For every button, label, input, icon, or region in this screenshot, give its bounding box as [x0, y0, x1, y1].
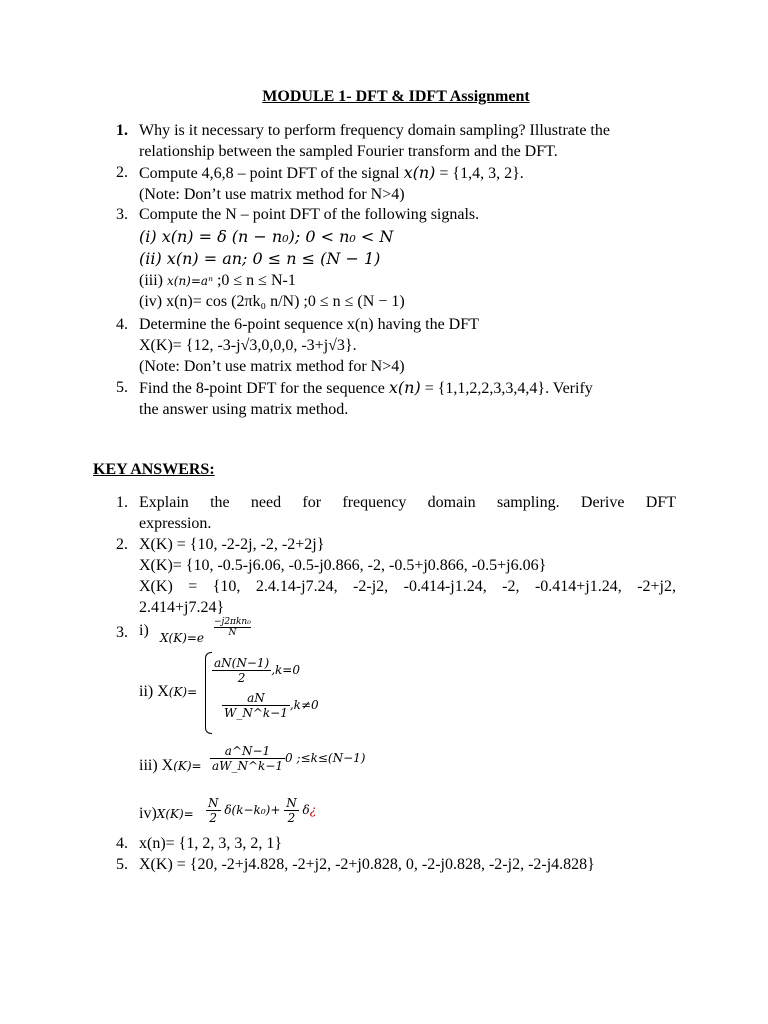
question-text: Compute the N – point DFT of the following signals.: [139, 206, 480, 223]
fraction-numerator: a^N−1: [210, 744, 285, 759]
math-expression: X(K)=e: [160, 631, 205, 645]
fraction-numerator: aN: [222, 691, 290, 706]
answer-number: 1.: [116, 494, 128, 511]
key-answers-heading: KEY ANSWERS:: [93, 461, 215, 478]
answer-text: X(K)= {10, -0.5-j6.06, -0.5-j0.866, -2, -0.5+j0.866, -0.5+j6.06}: [139, 557, 547, 574]
math-expression: (K)=: [173, 759, 202, 773]
question-number: 2.: [116, 164, 128, 181]
part-label: iv): [139, 805, 157, 822]
part-label: iii) X: [139, 757, 174, 774]
question-1: [116, 120, 676, 162]
fraction-denominator: W_N^k−1: [224, 706, 288, 720]
piecewise-case-2: [222, 691, 319, 720]
question-text: X(K)= {12, -3-j√3,0,0,0, -3+j√3}.: [139, 337, 357, 354]
piecewise-bracket: [205, 652, 212, 734]
math-expression: x(n)=aⁿ: [167, 274, 213, 288]
answer-text: X(K) = {10, -2-2j, -2, -2+2j}: [139, 536, 325, 553]
answer-text: expression.: [139, 515, 212, 532]
question-3: [116, 204, 676, 312]
part-label: ii) X: [139, 683, 169, 700]
answer-number: 5.: [116, 856, 128, 873]
question-note: (Note: Don’t use matrix method for N>4): [139, 358, 405, 375]
case-condition: ,k≠0: [289, 698, 319, 712]
question-text: relationship between the sampled Fourier transform and the DFT.: [139, 143, 558, 160]
fraction-denominator: 2: [237, 671, 246, 685]
answer-1: [116, 492, 676, 534]
question-4: [116, 314, 676, 377]
question-number: 1.: [116, 122, 128, 139]
answer-3-part-i: [139, 622, 149, 640]
math-expression: x(n): [403, 163, 436, 182]
question-text: Compute 4,6,8 – point DFT of the signal: [139, 165, 404, 182]
answer-text: Explain the need for frequency domain sampling. Derive DFT: [139, 494, 676, 511]
answer-3i-exponent: [214, 617, 251, 638]
render-error-glyph: ¿: [309, 803, 317, 817]
question-text: Determine the 6-point sequence x(n) having the DFT: [139, 316, 479, 333]
question-number: 4.: [116, 316, 128, 333]
exponent-numerator: −j2πkn₀: [214, 617, 251, 627]
math-expression: (K)=: [168, 685, 198, 699]
answer-3-part-ii: [139, 683, 197, 701]
math-expression: (i) x(n) = δ (n − n₀); 0 < n₀ < N: [139, 227, 394, 246]
answer-number: 2.: [116, 536, 128, 553]
case-condition: 0 ;≤k≤(N−1): [285, 751, 366, 765]
part-label: i): [139, 622, 149, 639]
answer-3iii-fraction: [210, 744, 365, 773]
answer-3iv-expression: [206, 796, 316, 825]
fraction-denominator: 2: [209, 811, 218, 825]
question-text: (iv) x(n)= cos (2πk₀ n/N) ;0 ≤ n ≤ (N − 1): [139, 293, 405, 310]
fraction-numerator: aN(N−1): [214, 656, 270, 670]
question-5: [116, 377, 676, 420]
fraction-denominator: aW_N^k−1: [212, 759, 284, 773]
math-expression: X(K)=: [156, 807, 194, 821]
page-title: MODULE 1- DFT & IDFT Assignment: [262, 88, 530, 105]
question-note: (Note: Don’t use matrix method for N>4): [139, 186, 405, 203]
question-2: [116, 162, 676, 205]
answer-2: [116, 534, 676, 618]
math-expression: (ii) x(n) = an; 0 ≤ n ≤ (N − 1): [139, 249, 381, 268]
fraction-denominator: 2: [287, 811, 296, 825]
answer-5: [116, 854, 676, 875]
question-text: (iii): [139, 272, 167, 289]
answer-text: x(n)= {1, 2, 3, 3, 2, 1}: [139, 835, 283, 852]
answer-3-part-iv: [139, 805, 194, 823]
answer-number: 4.: [116, 835, 128, 852]
answer-4: [116, 833, 676, 854]
question-text: ;0 ≤ n ≤ N-1: [212, 272, 296, 289]
piecewise-case-1: [212, 656, 300, 685]
exponent-denominator: N: [228, 628, 237, 638]
question-number: 5.: [116, 379, 128, 396]
question-text: = {1,4, 3, 2}.: [435, 165, 524, 182]
answer-3-part-iii: [139, 757, 202, 775]
question-text: = {1,1,2,2,3,3,4,4}. Verify: [420, 380, 593, 397]
answer-text: 2.414+j7.24}: [139, 599, 225, 616]
math-expression: δ: [302, 803, 310, 817]
fraction-numerator: N: [286, 796, 297, 810]
case-condition: ,k=0: [271, 663, 300, 677]
answer-3i-lhs: [160, 631, 204, 645]
question-text: Why is it necessary to perform frequency domain sampling? Illustrate the: [139, 122, 610, 139]
answer-number: 3.: [116, 624, 128, 641]
answer-text: X(K) = {10, 2.4.14-j7.24, -2-j2, -0.414-j1.24, -2, -0.414+j1.24, -2+j2,: [139, 578, 676, 595]
question-number: 3.: [116, 206, 128, 223]
question-text: Find the 8-point DFT for the sequence: [139, 380, 389, 397]
math-expression: δ(k−k₀)+: [224, 803, 281, 817]
fraction-numerator: N: [208, 796, 219, 810]
answer-text: X(K) = {20, -2+j4.828, -2+j2, -2+j0.828, 0, -2-j0.828, -2-j2, -2-j4.828}: [139, 856, 595, 873]
question-text: the answer using matrix method.: [139, 401, 349, 418]
math-expression: x(n): [388, 378, 421, 397]
